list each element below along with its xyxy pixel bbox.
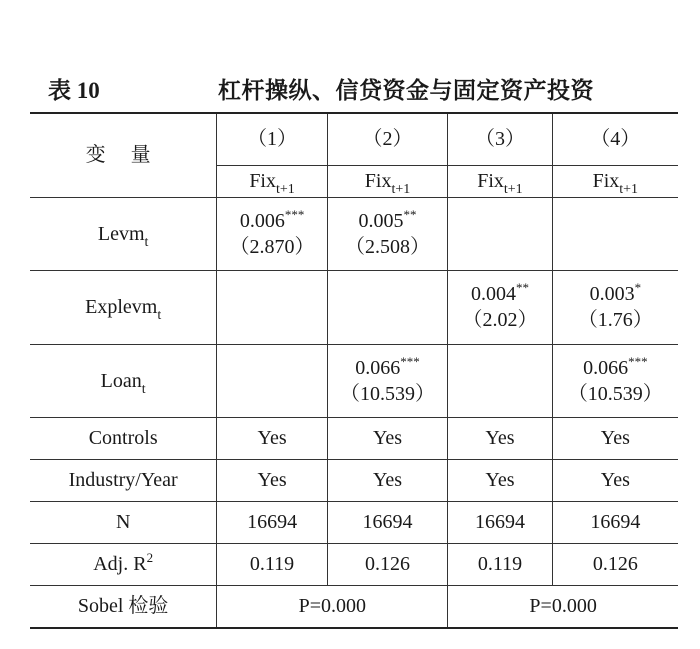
table-title-row (30, 72, 670, 108)
table-number: 表 10 (48, 78, 100, 103)
loan-col1 (217, 344, 327, 417)
row-label-loan: Loan$_t$ (30, 344, 217, 417)
row-label-n: N (30, 501, 217, 543)
controls-col3: Yes (448, 417, 552, 459)
column-header-1: （1） (217, 113, 327, 165)
row-levm (30, 197, 678, 270)
regression-table (30, 112, 678, 629)
dep-var-4: Fix$_{t+1}$ (552, 165, 678, 197)
levm-col3 (448, 197, 552, 270)
n-col2: 16694 (327, 501, 447, 543)
column-header-4: （4） (552, 113, 678, 165)
row-label-levm: Levm$_t$ (30, 197, 217, 270)
levm-col4 (552, 197, 678, 270)
sobel-col34: P=0.000 (448, 585, 678, 628)
dep-var-2: Fix$_{t+1}$ (327, 165, 447, 197)
row-label-explevm: Explevm$_t$ (30, 270, 217, 344)
controls-col4: Yes (552, 417, 678, 459)
row-sobel (30, 585, 678, 628)
controls-col2: Yes (327, 417, 447, 459)
industry-col4: Yes (552, 459, 678, 501)
row-explevm (30, 270, 678, 344)
explevm-col3: 0.004** （2.02） (448, 270, 552, 344)
row-label-adj-r2: Adj. $R^2$ (30, 543, 217, 585)
variable-header: 变 量 (30, 113, 217, 197)
r2-col1: 0.119 (217, 543, 327, 585)
industry-col1: Yes (217, 459, 327, 501)
row-label-controls: Controls (30, 417, 217, 459)
loan-col3 (448, 344, 552, 417)
n-col3: 16694 (448, 501, 552, 543)
n-col1: 16694 (217, 501, 327, 543)
row-loan (30, 344, 678, 417)
loan-col2: 0.066*** （10.539） (327, 344, 447, 417)
sobel-col12: P=0.000 (217, 585, 448, 628)
row-controls (30, 417, 678, 459)
dep-var-1: Fix$_{t+1}$ (217, 165, 327, 197)
column-header-2: （2） (327, 113, 447, 165)
row-industry-year (30, 459, 678, 501)
explevm-col1 (217, 270, 327, 344)
loan-col4: 0.066*** （10.539） (552, 344, 678, 417)
r2-col2: 0.126 (327, 543, 447, 585)
levm-col2: 0.005** （2.508） (327, 197, 447, 270)
r2-col3: 0.119 (448, 543, 552, 585)
table-caption: 杠杆操纵、信贷资金与固定资产投资 (218, 78, 594, 103)
r2-col4: 0.126 (552, 543, 678, 585)
explevm-col2 (327, 270, 447, 344)
industry-col2: Yes (327, 459, 447, 501)
levm-col1: 0.006*** （2.870） (217, 197, 327, 270)
industry-col3: Yes (448, 459, 552, 501)
controls-col1: Yes (217, 417, 327, 459)
header-row-columns (30, 113, 678, 165)
row-label-industry-year: Industry/Year (30, 459, 217, 501)
row-n (30, 501, 678, 543)
explevm-col4: 0.003* （1.76） (552, 270, 678, 344)
dep-var-3: Fix$_{t+1}$ (448, 165, 552, 197)
n-col4: 16694 (552, 501, 678, 543)
row-label-sobel: Sobel 检验 (30, 585, 217, 628)
row-adj-r2 (30, 543, 678, 585)
column-header-3: （3） (448, 113, 552, 165)
